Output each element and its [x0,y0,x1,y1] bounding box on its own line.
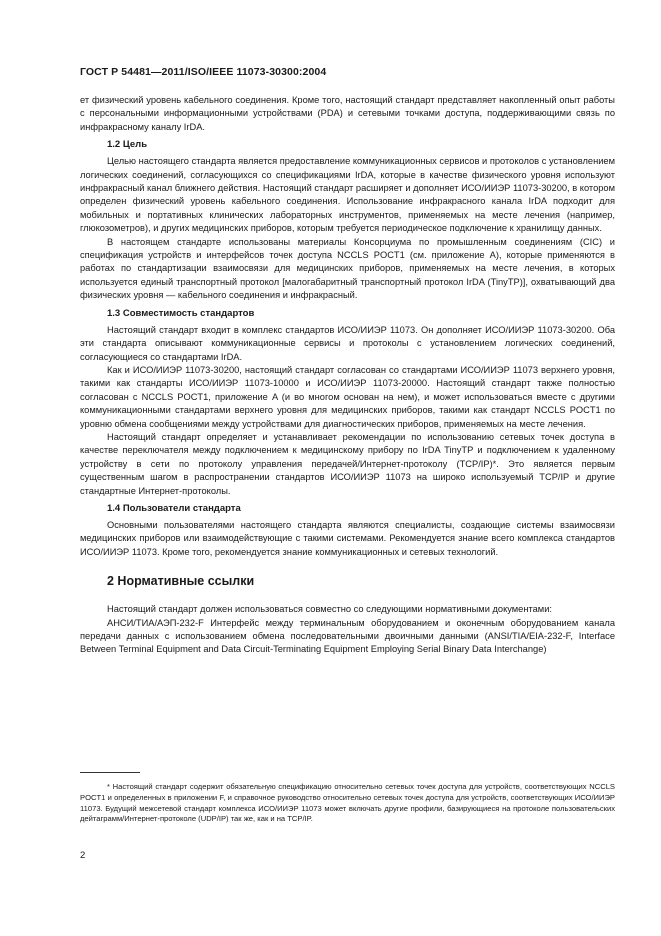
section-1-3-paragraph-1: Настоящий стандарт входит в комплекс стандартов ИСО/ИИЭР 11073. Он дополняет ИСО/ИИЭР 11073-30200. Оба эти стандарта описывают коммуникационные сервисы и протоколы с установлением логических соединений, согласующиеся со стандартами IrDA. [80,324,615,362]
section-1-3-paragraph-3: Настоящий стандарт определяет и устанавливает рекомендации по использованию сетевых точек доступа в качестве переключателя между подключением к медицинскому прибору по IrDA TinyTP и подключением к удаленному устройству в сети по протоколу управления передачей/Интернет-протоколу (TCP/IP)*. Это является первым существенным шагом в распространении стандартов ИСО/ИИЭР 11073 на широко используемый TCP/IP и другие стандартные Интернет-протоколы. [80,431,615,496]
section-1-2-paragraph-2: В настоящем стандарте использованы материалы Консорциума по промышленным соединениям (CIC) и спецификация устройств и интерфейсов точек доступа NCCLS POCT1 (см. приложение A), которые применяются в работах по стандартизации взаимосвязи для медицинских приборов, применяемых на месте лечения, в которых используется единый транспортный протокол [малогабаритный транспортный протокол IrDA (TinyTP)], охватывающий два физических уровня — кабельного соединения и инфракрасный. [80,236,615,301]
section-2-reference-1: АНСИ/ТИА/АЭП-232-F Интерфейс между терминальным оборудованием и оконечным оборудованием канала передачи данных с использованием обмена последовательными двоичными данными (ANSI/TIA/EIA-232-F, Interface Between Terminal Equipment and Data Circuit-Terminating Equipment Employing Serial Binary Data Interchange) [80,617,615,655]
section-2-heading: 2 Нормативные ссылки [107,574,255,589]
section-1-4-heading: 1.4 Пользователи стандарта [107,502,241,514]
section-1-3-heading: 1.3 Совместимость стандартов [107,307,255,319]
document-header: ГОСТ Р 54481—2011/ISO/IEEE 11073-30300:2004 [80,66,327,78]
section-2-paragraph-1: Настоящий стандарт должен использоваться совместно со следующими нормативными документами: [107,604,552,615]
page-number: 2 [80,850,86,861]
section-1-4-paragraph-1: Основными пользователями настоящего стандарта являются специалисты, создающие системы взаимосвязи медицинских приборов или взаимодействующие с такими системами. Рекомендуется знание всего комплекса стандартов ИСО/ИИЭР 11073. Кроме того, рекомендуется знание коммуникационных и сетевых технологий. [80,519,615,557]
footnote-divider [80,772,140,773]
section-1-2-paragraph-1: Целью настоящего стандарта является предоставление коммуникационных сервисов и протоколов с установлением логических соединений, согласующихся со спецификациями IrDA, которые в качестве физического уровня используют инфракрасный канал ближнего действия. Настоящий стандарт расширяет и дополняет ИСО/ИИЭР 11073-30200, в котором определен физический уровень кабельного соединения. Использование инфракрасного канала IrDA подходит для мобильных и портативных клинических лабораторных инструментов, применяемых на месте лечения (например, глюкозометров), и других медицинских приборов, которым требуется периодическое подключение к хранилищу данных. [80,156,615,234]
footnote: * Настоящий стандарт содержит обязательную спецификацию относительно сетевых точек доступа для устройств, соответствующих NCCLS POCT1 и определенных в приложении F, и справочное руководство относительно сетевых точек доступа для устройств, соответствующих ИСО/ИИЭР 11073. Будущий межсетевой стандарт комплекса ИСО/ИИЭР 11073 может включать другие профили, базирующиеся на протоколе пользовательских дейтаграмм/Интернет-протоколе (UDP/IP) так же, как и на TCP/IP. [80,782,615,824]
intro-paragraph: ет физический уровень кабельного соединения. Кроме того, настоящий стандарт представляет накопленный опыт работы с персональными информационными устройствами (PDA) и сетевыми точками доступа, поддерживающими связь по инфракрасному каналу IrDA. [80,95,615,132]
section-1-2-heading: 1.2 Цель [107,139,148,151]
main-content [80,94,615,657]
section-1-3-paragraph-2: Как и ИСО/ИИЭР 11073-30200, настоящий стандарт согласован со стандартами ИСО/ИИЭР 11073 верхнего уровня, такими как стандарты ИСО/ИИЭР 11073-10000 и ИСО/ИИЭР 11073-20000. Настоящий стандарт также полностью согласован с NCCLS POCT1, приложение A (и во многом основан на нем), и может использоваться вместе с другими коммуникационными стандартами верхнего уровня для медицинских приборов, такими как стандарт NCCLS POCT1 по уровню обмена сообщениями между устройствами для диагностических приборов, применяемых на месте лечения. [80,364,615,429]
